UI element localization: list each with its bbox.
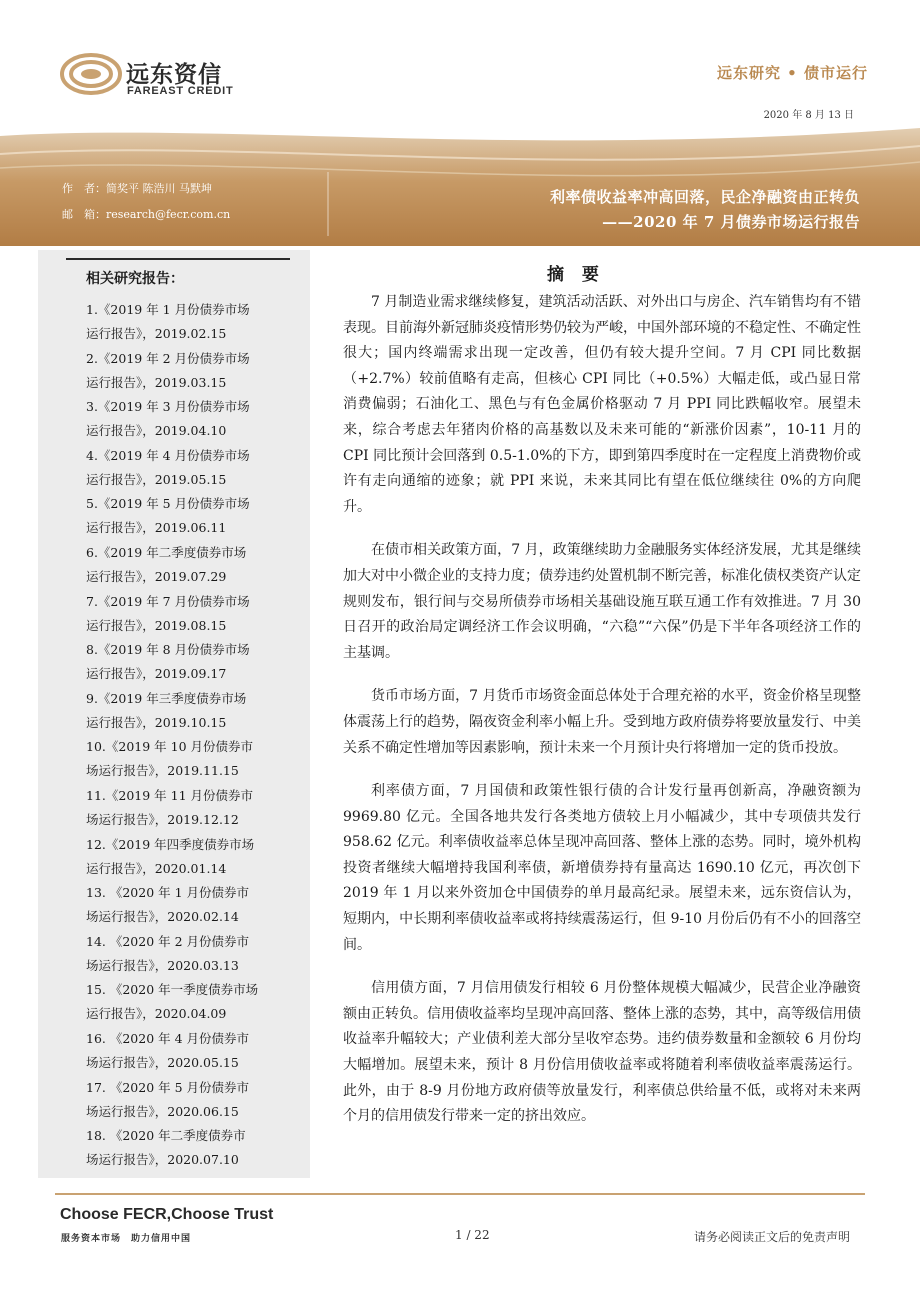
- list-item[interactable]: 3.《2019 年 3 月份债券市场 运行报告》，2019.04.10: [86, 399, 250, 439]
- list-item[interactable]: 8.《2019 年 8 月份债券市场 运行报告》，2019.09.17: [86, 642, 250, 682]
- abstract-paragraph-money-market: 货币市场方面，7 月货币市场资金面总体处于合理充裕的水平，资金价格呈现整体震荡上行的趋势，隔夜资金利率小幅上升。受到地方政府债券将要放量发行、中美关系不确定性增加等因素影响，预计未来一个月预计央行将增加一定的货币投放。: [343, 688, 861, 756]
- list-item[interactable]: 14. 《2020 年 2 月份债券市 场运行报告》，2020.03.13: [86, 933, 250, 973]
- related-reports-list: [86, 298, 298, 1173]
- list-item[interactable]: 16. 《2020 年 4 月份债券市 场运行报告》，2020.05.15: [86, 1030, 250, 1070]
- list-item[interactable]: 1.《2019 年 1 月份债券市场 运行报告》，2019.02.15: [86, 302, 250, 341]
- fareast-credit-logo: [60, 52, 122, 96]
- list-item[interactable]: 6.《2019 年二季度债券市场 运行报告》，2019.07.29: [86, 544, 247, 584]
- authors: 作 者：简奖平 陈浩川 马默坤: [62, 182, 212, 195]
- list-item[interactable]: 4.《2019 年 4 月份债券市场 运行报告》，2019.05.15: [86, 447, 250, 487]
- list-item[interactable]: 17. 《2020 年 5 月份债券市 场运行报告》，2020.06.15: [86, 1079, 250, 1119]
- abstract-paragraph-rate-bonds: 利率债方面，7 月国债和政策性银行债的合计发行量再创新高，净融资额为 9969.80 亿元。全国各地共发行各类地方债较上月小幅减少，其中专项债共发行 958.62 亿元。利率债收益率总体呈现冲高回落、整体上涨的态势。同时，境外机构投资者继续大幅增持我国利率债，新增债券持有量高达 1690.10 亿元，再次创下 2019 年 1 月以来外资加仓中国债券的单月最高纪录。展望未来，远东资信认为，短期内，中长期利率债收益率或将持续震荡运行，但 9-10 月份后仍有不小的回落空间。: [343, 783, 861, 953]
- series-label: 远东研究 • 债市运行: [716, 64, 868, 82]
- brand-name-en: FAREAST CREDIT: [127, 85, 234, 97]
- list-item[interactable]: 2.《2019 年 2 月份债券市场 运行报告》，2019.03.15: [86, 350, 250, 390]
- abstract-paragraph-macro: 7 月制造业需求继续修复，建筑活动活跃、对外出口与房企、汽车销售均有不错表现。目前海外新冠肺炎疫情形势仍较为严峻，中国外部环境的不稳定性、不确定性很大；国内终端需求出现一定改善，但仍有较大提升空间。7 月 CPI 同比数据（+2.7%）较前值略有走高，但核心 CPI 同比（+0.5%）大幅走低，或凸显日常消费偏弱；石油化工、黑色与有色金属价格驱动 7 月 PPI 同比跌幅收窄。展望未来，综合考虑去年猪肉价格的高基数以及未来可能的“新涨价因素”，10-11 月的 CPI 同比预计会回落到 0.5-1.0%的下方，即到第四季度时在一定程度上消费物价或许有走向通缩的迹象；就 PPI 来说，未来其同比有望在低位继续往 0%的方向爬升。: [343, 294, 861, 515]
- abstract-paragraph-credit-bonds: 信用债方面，7 月信用债发行相较 6 月份整体规模大幅减少，民营企业净融资额由正转负。信用债收益率均呈现冲高回落、整体上涨的态势，其中，高等级信用债收益率升幅较大；产业债利差大部分呈收窄态势。违约债券数量和金额较 6 月份均大幅增加。展望未来，预计 8 月份信用债收益率或将随着利率债收益率震荡运行。此外，由于 8-9 月份地方政府债等放量发行，利率债总供给量不低，或将对未来两个月的信用债发行带来一定的挤出效应。: [343, 980, 861, 1125]
- report-date: 2020 年 8 月 13 日: [763, 110, 854, 121]
- abstract-body: [343, 290, 861, 1148]
- list-item[interactable]: 7.《2019 年 7 月份债券市场 运行报告》，2019.08.15: [86, 593, 250, 633]
- report-title: 利率债收益率冲高回落，民企净融资由正转负: [549, 188, 860, 206]
- list-item[interactable]: 18. 《2020 年二季度债券市 场运行报告》，2020.07.10: [86, 1128, 246, 1168]
- abstract-heading: 摘 要: [547, 265, 605, 285]
- list-item[interactable]: 15. 《2020 年一季度债券市场 运行报告》，2020.04.09: [86, 982, 259, 1022]
- list-item[interactable]: 9.《2019 年三季度债券市场 运行报告》，2019.10.15: [86, 690, 247, 730]
- page-number: 1 / 22: [455, 1228, 490, 1242]
- list-item[interactable]: 11.《2019 年 11 月份债券市 场运行报告》，2019.12.12: [86, 787, 254, 827]
- list-item[interactable]: 10.《2019 年 10 月份债券市 场运行报告》，2019.11.15: [86, 739, 254, 779]
- list-item[interactable]: 5.《2019 年 5 月份债券市场 运行报告》，2019.06.11: [86, 496, 250, 536]
- list-item[interactable]: 13. 《2020 年 1 月份债券市 场运行报告》，2020.02.14: [86, 885, 250, 925]
- footer-slogan: Choose FECR,Choose Trust: [60, 1206, 274, 1223]
- sidebar-rule: [66, 258, 290, 260]
- footer-divider: [55, 1193, 865, 1195]
- report-subtitle: ——2020 年 7 月债券市场运行报告: [602, 213, 860, 231]
- related-reports-heading: 相关研究报告：: [86, 271, 184, 287]
- list-item[interactable]: 12.《2019 年四季度债券市场 运行报告》，2020.01.14: [86, 836, 255, 876]
- abstract-paragraph-policy: 在债市相关政策方面，7 月，政策继续助力金融服务实体经济发展，尤其是继续加大对中小微企业的支持力度；债券违约处置机制不断完善，标准化债权类资产认定规则发布，银行间与交易所债券市场相关基础设施互联互通工作有效推进。7 月 30 日召开的政治局定调经济工作会议明确，“六稳”“六保”仍是下半年各项经济工作的主基调。: [343, 542, 861, 661]
- email: 邮 箱：research@fecr.com.cn: [62, 208, 231, 221]
- footer-slogan-cn: 服务资本市场 助力信用中国: [61, 1234, 192, 1244]
- brand-name-cn: 远东资信: [126, 62, 222, 88]
- disclaimer-note: 请务必阅读正文后的免责声明: [693, 1230, 850, 1244]
